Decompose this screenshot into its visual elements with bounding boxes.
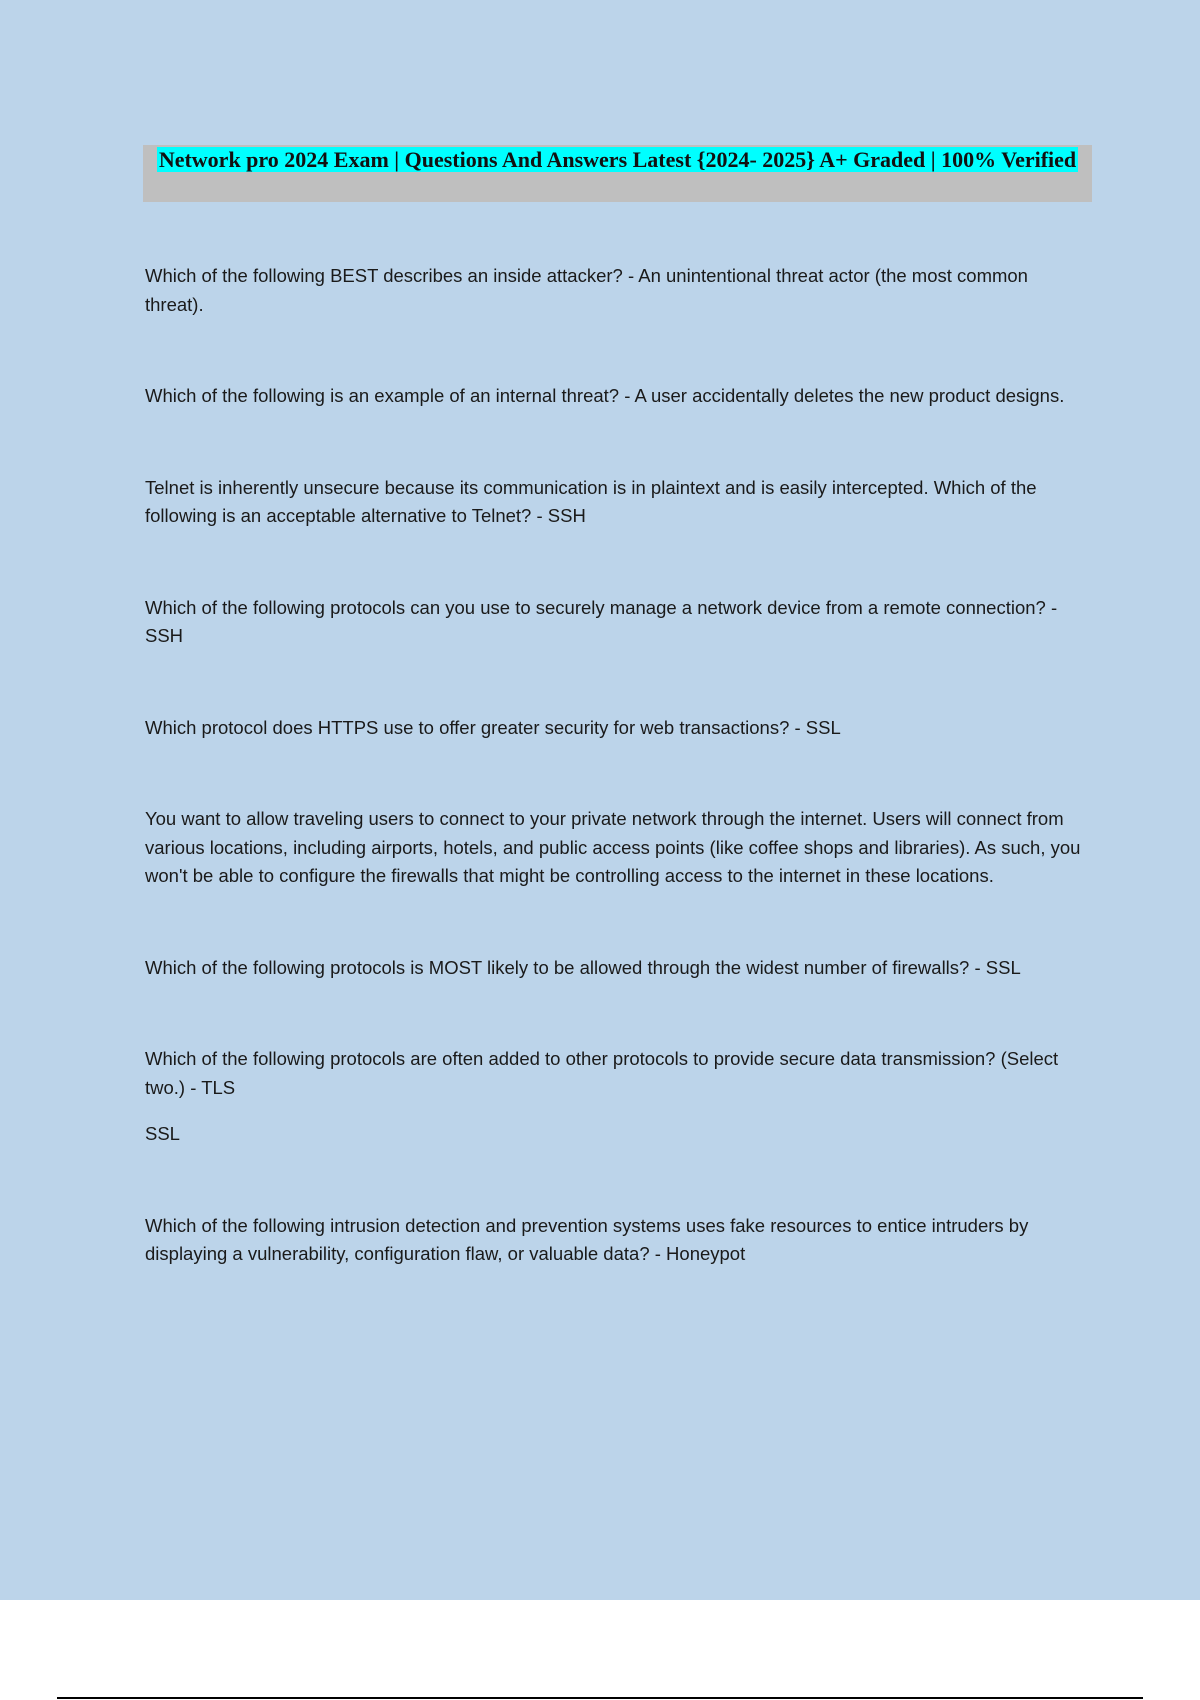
qa-text: You want to allow traveling users to connect to your private network through the internet. Users will connect from various locations, including airports, hotels, and public access points (like coffee shops and libraries). As such, you won't be able to configure the firewalls that might be controlling access to the internet in these locations.: [145, 808, 1081, 886]
qa-item: [145, 1045, 1090, 1149]
qa-item: [145, 262, 1090, 319]
title-band: [143, 145, 1092, 202]
qa-item: [145, 594, 1090, 651]
qa-item: [145, 382, 1090, 411]
qa-item: [145, 1212, 1090, 1269]
qa-text: Which of the following protocols are often added to other protocols to provide secure data transmission? (Select two.) - TLS: [145, 1048, 1059, 1098]
qa-text: Which of the following BEST describes an inside attacker? - An unintentional threat actor (the most common threat).: [145, 265, 1028, 315]
qa-item: [145, 954, 1090, 983]
document-title: Network pro 2024 Exam | Questions And Answers Latest {2024- 2025} A+ Graded | 100% Verified: [158, 147, 1077, 172]
qa-text: Which of the following intrusion detection and prevention systems uses fake resources to entice intruders by displaying a vulnerability, configuration flaw, or valuable data? - Honeypot: [145, 1214, 1029, 1264]
qa-item: [145, 474, 1090, 531]
qa-text: Telnet is inherently unsecure because its communication is in plaintext and is easily intercepted. Which of the following is an acceptable alternative to Telnet? - SSH: [145, 476, 1037, 526]
qa-item: [145, 714, 1090, 743]
qa-text: Which of the following protocols is MOST likely to be allowed through the widest number of firewalls? - SSL: [145, 956, 1021, 978]
qa-text: Which of the following protocols can you use to securely manage a network device from a remote connection? - SSH: [145, 596, 1058, 646]
qa-extra-answer: SSL: [145, 1123, 180, 1144]
qa-list: [145, 262, 1090, 1332]
footer-divider: [57, 1697, 1143, 1699]
qa-item: [145, 805, 1090, 891]
qa-text: Which protocol does HTTPS use to offer greater security for web transactions? - SSL: [145, 716, 841, 738]
qa-text: Which of the following is an example of an internal threat? - A user accidentally deletes the new product designs.: [145, 385, 1065, 406]
